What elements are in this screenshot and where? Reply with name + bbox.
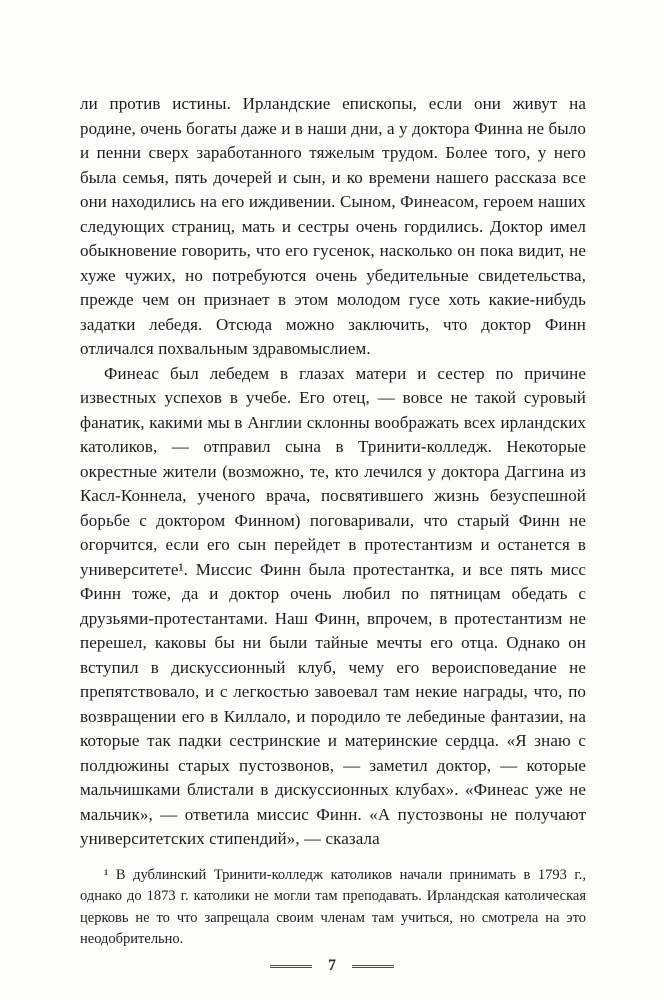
footnote-text: ¹ В дублинский Тринити-колледж католиков начали принимать в 1793 г., однако до 1873 г. католики не могли там преподавать. Ирландская католическая церковь не то что запрещала своим членам там учиться, но смотрела на это неодобрительно.: [80, 866, 586, 947]
footer-rule-right: [352, 965, 394, 968]
paragraph: Финеас был лебедем в глазах матери и сестер по причине известных успехов в учебе. Его отец, — вовсе не такой суровый фанатик, какими мы в Англии склонны воображать всех ирландских католиков, — отправил сына в Тринити-колледж. Некоторые окрестные жители (возможно, те, кто лечился у доктора Даггина из Касл-Коннела, ученого врача, посвятившего жизнь безуспешной борьбе с доктором Финном) поговаривали, что старый Финн не огорчится, если его сын перейдет в протестантизм и останется в университете¹. Миссис Финн была протестантка, и все пять мисс Финн тоже, да и доктор очень любил по пятницам обедать с друзьями-протестантами. Наш Финн, впрочем, в протестантизм не перешел, каковы бы ни были тайные мечты его отца. Однако он вступил в дискуссионный клуб, чему его вероисповедание не препятствовало, и с легкостью завоевал там некие награды, что, по возвращении его в Киллало, и породило те лебединые фантазии, на которые так падки сестринские и материнские сердца. «Я знаю с полдюжины старых пустозвонов, — заметил доктор, — которые мальчишками блистали в дискуссионных клубах». «Финеас уже не мальчик», — ответила миссис Финн. «А пустозвоны не получают университетских стипендий», — сказала: [80, 363, 586, 848]
paragraph-continuation: ли против истины. Ирландские епископы, если они живут на родине, очень богаты даже и в наши дни, а у доктора Финна не было и пенни сверх заработанного тяжелым трудом. Более того, у него была семья, пять дочерей и сын, и ко времени нашего рассказа все они находились на его иждивении. Сыном, Финеасом, героем наших следующих страниц, мать и сестры очень гордились. Доктор имел обыкновение говорить, что его гусенок, насколько он пока видит, не хуже чужих, но потребуются очень убедительные свидетельства, прежде чем он признает в этом молодом гусе хоть какие-нибудь задатки лебедя. Отсюда можно заключить, что доктор Финн отличался похвальным здравомыслием.: [80, 94, 586, 358]
page-body: [80, 92, 586, 852]
page-footer: [0, 955, 664, 975]
footer-ornament: [270, 958, 394, 974]
footer-rule-left: [270, 965, 312, 968]
footnote-block: [80, 865, 586, 951]
page-number: 7: [328, 957, 336, 974]
